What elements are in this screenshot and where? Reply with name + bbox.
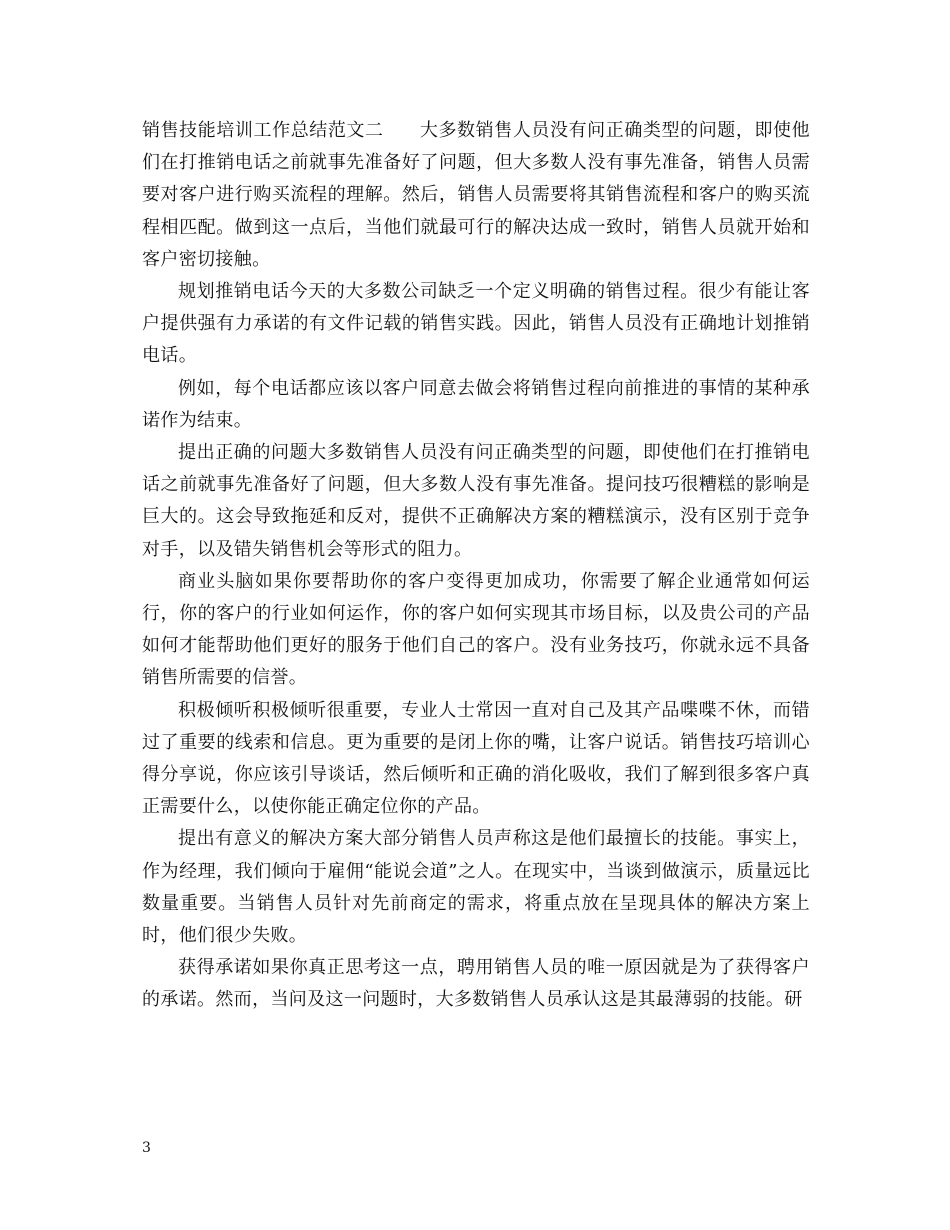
paragraph-1 xyxy=(142,115,810,276)
paragraph-3: 例如，每个电话都应该以客户同意去做会将销售过程向前推进的事情的某种承诺作为结束。 xyxy=(142,377,810,431)
paragraph-4: 提出正确的问题大多数销售人员没有问正确类型的问题，即使他们在打推销电话之前就事先准备好了问题，但大多数人没有事先准备。提问技巧很糟糕的影响是巨大的。这会导致拖延和反对，提供不正确解决方案的糟糕演示，没有区别于竞争对手，以及错失销售机会等形式的阻力。 xyxy=(142,442,810,560)
paragraph-7: 提出有意义的解决方案大部分销售人员声称这是他们最擅长的技能。事实上，作为经理，我们倾向于雇佣“能说会道”之人。在现实中，当谈到做演示，质量远比数量重要。当销售人员针对先前商定的需求，将重点放在呈现具体的解决方案上时，他们很少失败。 xyxy=(142,828,810,947)
paragraph-6: 积极倾听积极倾听很重要，专业人士常因一直对自己及其产品喋喋不休，而错过了重要的线索和信息。更为重要的是闭上你的嘴，让客户说话。销售技巧培训心得分享说，你应该引导谈话，然后倾听和正确的消化吸收，我们了解到很多客户真正需要什么，以使你能正确定位你的产品。 xyxy=(142,699,810,818)
paragraph-2: 规划推销电话今天的大多数公司缺乏一个定义明确的销售过程。很少有能让客户提供强有力承诺的有文件记载的销售实践。因此，销售人员没有正确地计划推销电话。 xyxy=(142,281,810,367)
paragraph-5: 商业头脑如果你要帮助你的客户变得更加成功，你需要了解企业通常如何运行，你的客户的行业如何运作，你的客户如何实现其市场目标，以及贵公司的产品如何才能帮助他们更好的服务于他们自己的客户。没有业务技巧，你就永远不具备销售所需要的信誉。 xyxy=(142,570,810,689)
paragraph-8: 获得承诺如果你真正思考这一点，聘用销售人员的唯一原因就是为了获得客户的承诺。然而，当问及这一问题时，大多数销售人员承认这是其最薄弱的技能。研 xyxy=(142,957,810,1011)
paragraph-1-text: 大多数销售人员没有问正确类型的问题，即使他们在打推销电话之前就事先准备好了问题，但大多数人没有事先准备，销售人员需要对客户进行购买流程的理解。然后，销售人员需要将其销售流程和客户的购买流程相匹配。做到这一点后，当他们就最可行的解决达成一致时，销售人员就开始和客户密切接触。 xyxy=(142,120,810,270)
page-number: 3 xyxy=(142,1140,151,1156)
document-title: 销售技能培训工作总结范文二 xyxy=(142,120,384,141)
document-body xyxy=(142,115,810,1017)
